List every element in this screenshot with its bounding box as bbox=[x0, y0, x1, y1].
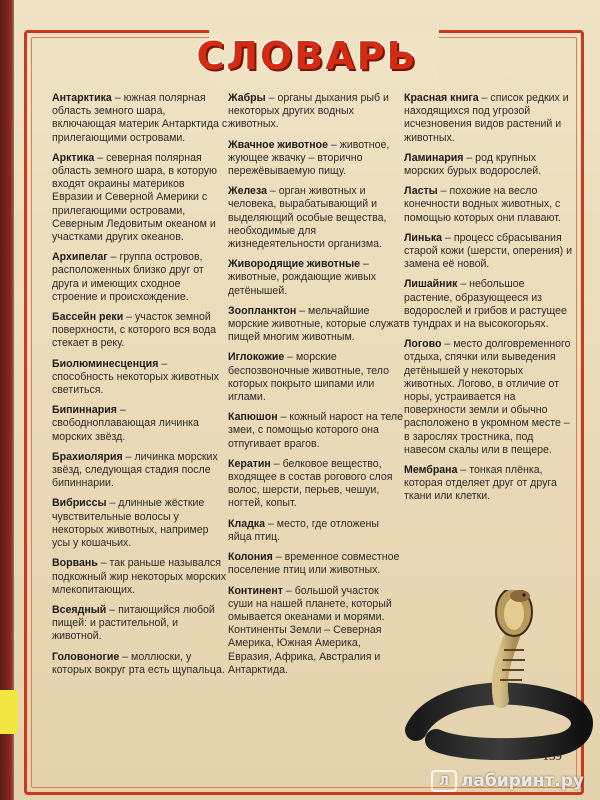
glossary-definition: – моллюски, у которых вокруг рта есть щупальца. bbox=[52, 650, 225, 676]
glossary-definition: – участок земной поверхности, с которого вся вода стекает в реку. bbox=[52, 311, 217, 350]
glossary-term: Вибриссы bbox=[52, 497, 107, 510]
glossary-column-2 bbox=[228, 92, 404, 684]
glossary-entry bbox=[404, 464, 574, 504]
glossary-term: Антарктика bbox=[52, 92, 112, 104]
glossary-term: Континент bbox=[228, 584, 283, 597]
glossary-term: Ламинария bbox=[404, 151, 464, 164]
glossary-term: Красная книга bbox=[404, 92, 479, 104]
glossary-definition: – южная полярная область земного шара, включающая материк Антарктида с прилегающими островами. bbox=[52, 92, 228, 144]
glossary-entry bbox=[228, 139, 404, 179]
glossary-definition: – похожие на весло конечности водных животных, с помощью которых они плавают. bbox=[404, 185, 561, 224]
glossary-entry bbox=[228, 258, 404, 298]
glossary-entry bbox=[228, 185, 404, 251]
glossary-term: Биолюминесценция bbox=[52, 357, 159, 370]
glossary-term: Иглокожие bbox=[228, 351, 285, 364]
glossary-entry bbox=[228, 305, 404, 345]
glossary-entry bbox=[52, 92, 228, 145]
glossary-entry bbox=[228, 551, 404, 577]
glossary-term: Бассейн реки bbox=[52, 311, 124, 324]
glossary-term: Всеядный bbox=[52, 603, 107, 616]
glossary-entry bbox=[228, 351, 404, 404]
page-title: СЛОВАРЬ bbox=[196, 34, 418, 78]
glossary-definition: – место, где отложены яйца птиц. bbox=[228, 517, 379, 543]
glossary-term: Живородящие животные bbox=[228, 258, 361, 271]
glossary-term: Зоопланктон bbox=[228, 304, 297, 317]
glossary-definition: – род крупных морских бурых водорослей. bbox=[404, 151, 542, 178]
watermark-logo-icon: Л bbox=[431, 770, 457, 792]
glossary-entry bbox=[52, 404, 228, 444]
glossary-definition: – большой участок суши на нашей планете, который омывается океанами и морями. Континенты Земли – Северная Америка, Южная Америка, Евразия, Африка, Австралия и Антарктида. bbox=[228, 584, 392, 676]
glossary-definition: – животное, жующее жвачку – вторично пережёвываемую пищу. bbox=[228, 138, 390, 178]
glossary-entry bbox=[228, 458, 404, 511]
glossary-definition: – небольшое растение, образующееся из водорослей и грибов и растущее в тундрах и на высокогорьях. bbox=[404, 278, 567, 331]
glossary-entry bbox=[228, 518, 404, 544]
glossary-entry bbox=[52, 557, 228, 597]
glossary-entry bbox=[52, 152, 228, 244]
glossary-term: Кладка bbox=[228, 517, 266, 530]
glossary-entry bbox=[404, 338, 574, 457]
glossary-entry bbox=[404, 185, 574, 225]
page-number: 139 bbox=[542, 748, 562, 763]
glossary-term: Ласты bbox=[404, 185, 438, 198]
glossary-entry bbox=[228, 411, 404, 451]
glossary-definition: – процесс сбрасывания старой кожи (шерсти, оперения) и замена её новой. bbox=[404, 231, 572, 271]
glossary-definition: – орган животных и человека, вырабатывающий и выделяющий особые вещества, необходимые для жизнедеятельности организма. bbox=[228, 185, 387, 251]
book-page bbox=[14, 0, 600, 800]
glossary-definition: – органы дыхания рыб и некоторых других водных животных. bbox=[228, 92, 389, 131]
glossary-definition: – место долговременного отдыха, спячки или выведения детёнышей у некоторых животных. Логово, в отличие от норы, устраивается на поверхности земли и обычно расположено в укромном месте – в зарослях тростника, под навесом скалы или в пещере. bbox=[404, 338, 571, 456]
glossary-term: Ворвань bbox=[52, 557, 98, 570]
glossary-column-3 bbox=[404, 92, 574, 511]
sticky-note-edge bbox=[0, 690, 18, 734]
glossary-term: Мембрана bbox=[404, 464, 458, 477]
glossary-definition: – свободноплавающая личинка морских звёзд. bbox=[52, 404, 199, 443]
glossary-definition: – тонкая плёнка, которая отделяет друг от друга ткани или клетки. bbox=[404, 464, 557, 503]
glossary-definition: – мельчайшие морские животные, которые служат пищей многим животным. bbox=[228, 304, 404, 344]
glossary-term: Кератин bbox=[228, 457, 271, 470]
glossary-term: Линька bbox=[404, 231, 443, 244]
glossary-term: Головоногие bbox=[52, 650, 120, 663]
glossary-entry bbox=[404, 92, 574, 145]
watermark bbox=[431, 770, 584, 792]
glossary-entry bbox=[52, 311, 228, 351]
glossary-entry bbox=[404, 232, 574, 272]
glossary-term: Логово bbox=[404, 338, 442, 351]
glossary-definition: – животные, рождающие живых детёнышей. bbox=[228, 258, 377, 297]
glossary-definition: – кожный нарост на теле змеи, с помощью которого она отпугивает врагов. bbox=[228, 411, 404, 450]
glossary-definition: – питающийся любой пищей: и растительной, и животной. bbox=[52, 603, 215, 643]
glossary-entry bbox=[228, 92, 404, 132]
glossary-term: Жабры bbox=[228, 92, 266, 104]
glossary-definition: – длинные жёсткие чувствительные волосы у некоторых животных, например усы у кошачьих. bbox=[52, 497, 209, 550]
glossary-term: Капюшон bbox=[228, 411, 278, 424]
glossary-term: Архипелаг bbox=[52, 251, 108, 264]
glossary-term: Жвачное животное bbox=[228, 138, 328, 151]
watermark-text: лабиринт.ру bbox=[460, 771, 584, 791]
glossary-column-1 bbox=[52, 92, 228, 684]
glossary-entry bbox=[228, 585, 404, 677]
glossary-term: Лишайник bbox=[404, 278, 458, 291]
glossary-term: Арктика bbox=[52, 151, 95, 164]
glossary-entry bbox=[52, 497, 228, 550]
glossary-entry bbox=[52, 604, 228, 644]
glossary-term: Колония bbox=[228, 551, 273, 564]
cobra-illustration bbox=[396, 590, 596, 760]
glossary-entry bbox=[404, 152, 574, 178]
glossary-term: Брахиолярия bbox=[52, 450, 123, 463]
glossary-definition: – морские беспозвоночные животные, тело которых покрыто шипами или иглами. bbox=[228, 351, 389, 404]
glossary-entry bbox=[52, 651, 228, 677]
glossary-entry bbox=[52, 358, 228, 398]
glossary-definition: – способность некоторых животных светиться. bbox=[52, 357, 219, 397]
glossary-term: Бипиннария bbox=[52, 404, 117, 417]
glossary-entry bbox=[52, 251, 228, 304]
glossary-definition: – белковое вещество, входящее в состав рогового слоя волос, шерсти, перьев, чешуи, ногтей, копыт. bbox=[228, 457, 393, 510]
glossary-term: Железа bbox=[228, 185, 267, 198]
glossary-definition: – список редких и находящихся под угрозой исчезновения видов растений и животных. bbox=[404, 92, 569, 144]
glossary-definition: – временное совместное поселение птиц или животных. bbox=[228, 551, 400, 577]
glossary-definition: – личинка морских звёзд, следующая стадия после бипиннарии. bbox=[52, 450, 218, 490]
glossary-definition: – северная полярная область земного шара, в которую входят окраины материков Евразии и Северной Америки с прилегающими островами, Северным Ледовитым океаном и участками других океанов. bbox=[52, 151, 217, 244]
glossary-definition: – группа островов, расположенных близко друг от друга и имеющих сходное строение и происхождение. bbox=[52, 251, 204, 303]
glossary-definition: – так раньше называлcя подкожный жир некоторых морских млекопитающих. bbox=[52, 557, 227, 596]
glossary-entry bbox=[404, 278, 574, 331]
glossary-entry bbox=[52, 451, 228, 491]
